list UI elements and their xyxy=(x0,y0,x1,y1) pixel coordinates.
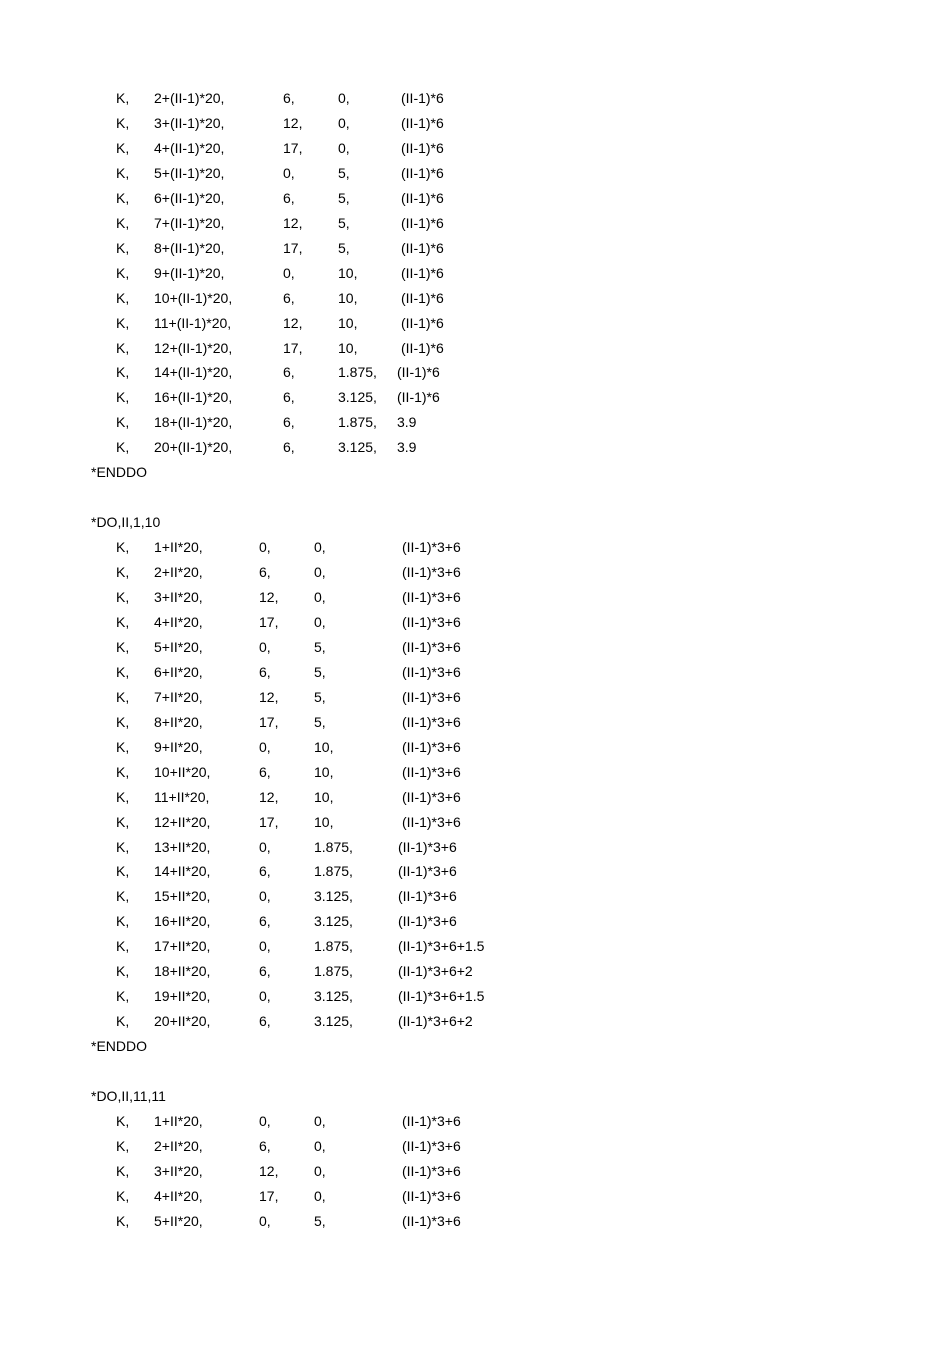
y-coordinate: 3.125, xyxy=(314,913,353,930)
x-coordinate: 0, xyxy=(259,1212,271,1229)
keypoint-number: 12+(II-1)*20, xyxy=(154,339,233,356)
keypoint-command: K, xyxy=(116,439,130,456)
x-coordinate: 6, xyxy=(259,913,271,930)
y-coordinate: 3.125, xyxy=(314,988,353,1005)
x-coordinate: 17, xyxy=(259,1187,279,1204)
keypoint-command: K, xyxy=(116,938,130,955)
y-coordinate: 1.875, xyxy=(314,863,353,880)
keypoint-command: K, xyxy=(116,214,130,231)
x-coordinate: 17, xyxy=(259,813,279,830)
y-coordinate: 10, xyxy=(338,339,358,356)
z-coordinate: (II-1)*6 xyxy=(401,115,444,131)
x-coordinate: 12, xyxy=(283,314,303,331)
z-coordinate: (II-1)*3+6 xyxy=(402,663,461,680)
x-coordinate: 6, xyxy=(259,564,271,580)
z-coordinate: (II-1)*3+6 xyxy=(398,863,457,880)
z-coordinate: (II-1)*3+6 xyxy=(402,738,461,755)
y-coordinate: 0, xyxy=(314,613,326,630)
z-coordinate: (II-1)*6 xyxy=(401,189,444,206)
keypoint-command: K, xyxy=(116,1137,130,1154)
y-coordinate: 1.875, xyxy=(314,838,353,855)
do-loop-header-text: *DO,II,11,11 xyxy=(91,1088,166,1104)
z-coordinate: (II-1)*3+6+1.5 xyxy=(398,938,485,955)
keypoint-command: K, xyxy=(116,339,130,356)
keypoint-command: K, xyxy=(116,1187,130,1204)
y-coordinate: 5, xyxy=(314,688,326,705)
z-coordinate: (II-1)*3+6+2 xyxy=(398,963,473,980)
z-coordinate: (II-1)*3+6 xyxy=(402,564,461,580)
keypoint-number: 7+II*20, xyxy=(154,688,203,705)
x-coordinate: 6, xyxy=(283,189,295,206)
z-coordinate: (II-1)*6 xyxy=(397,364,440,381)
keypoint-command: K, xyxy=(116,414,130,431)
keypoint-command: K, xyxy=(116,688,130,705)
x-coordinate: 6, xyxy=(259,963,271,980)
z-coordinate: (II-1)*3+6 xyxy=(402,1212,461,1229)
y-coordinate: 10, xyxy=(314,788,334,805)
keypoint-number: 18+(II-1)*20, xyxy=(154,414,233,431)
y-coordinate: 10, xyxy=(314,763,334,780)
x-coordinate: 6, xyxy=(283,389,295,406)
z-coordinate: (II-1)*6 xyxy=(401,264,444,281)
z-coordinate: (II-1)*3+6 xyxy=(402,589,461,605)
keypoint-number: 1+II*20, xyxy=(154,539,203,556)
y-coordinate: 10, xyxy=(338,264,358,281)
z-coordinate: (II-1)*3+6 xyxy=(402,539,461,556)
x-coordinate: 0, xyxy=(283,164,295,181)
keypoint-number: 3+II*20, xyxy=(154,589,203,605)
keypoint-number: 4+(II-1)*20, xyxy=(154,139,225,156)
y-coordinate: 0, xyxy=(338,115,350,131)
x-coordinate: 6, xyxy=(259,663,271,680)
y-coordinate: 5, xyxy=(314,713,326,730)
keypoint-command: K, xyxy=(116,1013,130,1030)
keypoint-command: K, xyxy=(116,264,130,281)
do-loop-header-text: *DO,II,1,10 xyxy=(91,514,161,531)
keypoint-number: 16+(II-1)*20, xyxy=(154,389,233,406)
keypoint-number: 2+II*20, xyxy=(154,564,203,580)
y-coordinate: 5, xyxy=(338,214,350,231)
keypoint-command: K, xyxy=(116,663,130,680)
keypoint-command: K, xyxy=(116,189,130,206)
z-coordinate: (II-1)*6 xyxy=(401,239,444,256)
z-coordinate: 3.9 xyxy=(397,439,417,456)
y-coordinate: 5, xyxy=(314,638,326,655)
keypoint-number: 5+II*20, xyxy=(154,1212,203,1229)
keypoint-number: 3+II*20, xyxy=(154,1162,203,1179)
keypoint-command: K, xyxy=(116,90,130,106)
keypoint-number: 1+II*20, xyxy=(154,1112,203,1129)
keypoint-command: K, xyxy=(116,963,130,980)
x-coordinate: 17, xyxy=(259,613,279,630)
keypoint-number: 4+II*20, xyxy=(154,613,203,630)
keypoint-number: 18+II*20, xyxy=(154,963,211,980)
y-coordinate: 0, xyxy=(314,589,326,605)
z-coordinate: (II-1)*6 xyxy=(401,289,444,306)
x-coordinate: 17, xyxy=(283,339,303,356)
z-coordinate: (II-1)*6 xyxy=(401,90,444,106)
y-coordinate: 1.875, xyxy=(338,364,377,381)
keypoint-command: K, xyxy=(116,164,130,181)
keypoint-command: K, xyxy=(116,364,130,381)
z-coordinate: (II-1)*3+6 xyxy=(398,888,457,905)
keypoint-command: K, xyxy=(116,763,130,780)
keypoint-command: K, xyxy=(116,738,130,755)
keypoint-number: 9+(II-1)*20, xyxy=(154,264,225,281)
z-coordinate: (II-1)*3+6 xyxy=(402,638,461,655)
x-coordinate: 6, xyxy=(259,1013,271,1030)
keypoint-command: K, xyxy=(116,139,130,156)
z-coordinate: (II-1)*3+6 xyxy=(402,1162,461,1179)
z-coordinate: (II-1)*3+6 xyxy=(398,838,457,855)
x-coordinate: 6, xyxy=(259,1137,271,1154)
keypoint-number: 10+(II-1)*20, xyxy=(154,289,233,306)
keypoint-command: K, xyxy=(116,713,130,730)
keypoint-number: 14+II*20, xyxy=(154,863,211,880)
enddo-line-text: *ENDDO xyxy=(91,1038,148,1055)
keypoint-command: K, xyxy=(116,289,130,306)
keypoint-number: 9+II*20, xyxy=(154,738,203,755)
x-coordinate: 6, xyxy=(283,364,295,381)
z-coordinate: (II-1)*6 xyxy=(401,314,444,331)
keypoint-number: 5+II*20, xyxy=(154,638,203,655)
y-coordinate: 1.875, xyxy=(314,963,353,980)
x-coordinate: 12, xyxy=(259,788,279,805)
z-coordinate: (II-1)*3+6 xyxy=(402,613,461,630)
x-coordinate: 0, xyxy=(259,1112,271,1129)
y-coordinate: 10, xyxy=(338,289,358,306)
x-coordinate: 0, xyxy=(259,539,271,556)
z-coordinate: (II-1)*6 xyxy=(401,139,444,156)
y-coordinate: 1.875, xyxy=(338,414,377,431)
z-coordinate: (II-1)*3+6 xyxy=(402,713,461,730)
keypoint-number: 5+(II-1)*20, xyxy=(154,164,225,181)
x-coordinate: 0, xyxy=(259,638,271,655)
enddo-line-text: *ENDDO xyxy=(91,464,148,481)
z-coordinate: (II-1)*6 xyxy=(401,214,444,231)
keypoint-command: K, xyxy=(116,115,130,131)
z-coordinate: (II-1)*3+6 xyxy=(402,813,461,830)
z-coordinate: (II-1)*3+6 xyxy=(402,788,461,805)
y-coordinate: 5, xyxy=(338,189,350,206)
keypoint-number: 16+II*20, xyxy=(154,913,211,930)
keypoint-number: 6+(II-1)*20, xyxy=(154,189,225,206)
x-coordinate: 12, xyxy=(283,115,303,131)
keypoint-command: K, xyxy=(116,1112,130,1129)
x-coordinate: 0, xyxy=(283,264,295,281)
y-coordinate: 0, xyxy=(338,139,350,156)
keypoint-command: K, xyxy=(116,1212,130,1229)
y-coordinate: 5, xyxy=(314,663,326,680)
x-coordinate: 0, xyxy=(259,738,271,755)
y-coordinate: 10, xyxy=(338,314,358,331)
y-coordinate: 3.125, xyxy=(314,1013,353,1030)
y-coordinate: 0, xyxy=(314,1162,326,1179)
keypoint-number: 20+II*20, xyxy=(154,1013,211,1030)
keypoint-number: 8+II*20, xyxy=(154,713,203,730)
keypoint-command: K, xyxy=(116,564,130,580)
keypoint-number: 14+(II-1)*20, xyxy=(154,364,233,381)
keypoint-number: 2+(II-1)*20, xyxy=(154,90,225,106)
x-coordinate: 12, xyxy=(259,1162,279,1179)
keypoint-number: 19+II*20, xyxy=(154,988,211,1005)
keypoint-command: K, xyxy=(116,988,130,1005)
keypoint-number: 12+II*20, xyxy=(154,813,211,830)
z-coordinate: (II-1)*6 xyxy=(401,339,444,356)
y-coordinate: 5, xyxy=(338,239,350,256)
y-coordinate: 0, xyxy=(314,539,326,556)
x-coordinate: 6, xyxy=(259,863,271,880)
keypoint-command: K, xyxy=(116,314,130,331)
z-coordinate: (II-1)*3+6 xyxy=(402,763,461,780)
y-coordinate: 10, xyxy=(314,738,334,755)
keypoint-command: K, xyxy=(116,888,130,905)
y-coordinate: 5, xyxy=(338,164,350,181)
z-coordinate: (II-1)*3+6+2 xyxy=(398,1013,473,1030)
y-coordinate: 0, xyxy=(314,1137,326,1154)
keypoint-number: 11+II*20, xyxy=(154,788,210,805)
y-coordinate: 0, xyxy=(314,1112,326,1129)
x-coordinate: 6, xyxy=(283,289,295,306)
keypoint-command: K, xyxy=(116,863,130,880)
x-coordinate: 6, xyxy=(283,90,295,106)
x-coordinate: 12, xyxy=(259,688,279,705)
z-coordinate: (II-1)*3+6 xyxy=(402,1137,461,1154)
x-coordinate: 17, xyxy=(283,239,303,256)
keypoint-number: 2+II*20, xyxy=(154,1137,203,1154)
keypoint-command: K, xyxy=(116,813,130,830)
keypoint-number: 11+(II-1)*20, xyxy=(154,314,232,331)
x-coordinate: 12, xyxy=(283,214,303,231)
x-coordinate: 6, xyxy=(259,763,271,780)
z-coordinate: (II-1)*3+6 xyxy=(402,1187,461,1204)
keypoint-command: K, xyxy=(116,1162,130,1179)
z-coordinate: (II-1)*6 xyxy=(397,389,440,406)
x-coordinate: 6, xyxy=(283,414,295,431)
x-coordinate: 0, xyxy=(259,888,271,905)
keypoint-number: 20+(II-1)*20, xyxy=(154,439,233,456)
x-coordinate: 0, xyxy=(259,988,271,1005)
keypoint-number: 8+(II-1)*20, xyxy=(154,239,225,256)
x-coordinate: 6, xyxy=(283,439,295,456)
y-coordinate: 0, xyxy=(314,1187,326,1204)
y-coordinate: 1.875, xyxy=(314,938,353,955)
keypoint-number: 10+II*20, xyxy=(154,763,211,780)
keypoint-number: 13+II*20, xyxy=(154,838,211,855)
keypoint-number: 17+II*20, xyxy=(154,938,211,955)
keypoint-command: K, xyxy=(116,389,130,406)
keypoint-command: K, xyxy=(116,913,130,930)
z-coordinate: 3.9 xyxy=(397,414,417,431)
keypoint-number: 7+(II-1)*20, xyxy=(154,214,225,231)
keypoint-command: K, xyxy=(116,638,130,655)
y-coordinate: 0, xyxy=(338,90,350,106)
y-coordinate: 0, xyxy=(314,564,326,580)
keypoint-number: 15+II*20, xyxy=(154,888,211,905)
z-coordinate: (II-1)*3+6 xyxy=(398,913,457,930)
keypoint-command: K, xyxy=(116,239,130,256)
z-coordinate: (II-1)*3+6 xyxy=(402,688,461,705)
z-coordinate: (II-1)*3+6 xyxy=(402,1112,461,1129)
y-coordinate: 3.125, xyxy=(314,888,353,905)
keypoint-number: 6+II*20, xyxy=(154,663,203,680)
x-coordinate: 17, xyxy=(283,139,303,156)
x-coordinate: 0, xyxy=(259,838,271,855)
z-coordinate: (II-1)*3+6+1.5 xyxy=(398,988,485,1005)
keypoint-command: K, xyxy=(116,838,130,855)
keypoint-command: K, xyxy=(116,613,130,630)
keypoint-command: K, xyxy=(116,589,130,605)
y-coordinate: 3.125, xyxy=(338,389,377,406)
y-coordinate: 3.125, xyxy=(338,439,377,456)
keypoint-command: K, xyxy=(116,539,130,556)
keypoint-command: K, xyxy=(116,788,130,805)
x-coordinate: 12, xyxy=(259,589,279,605)
keypoint-number: 4+II*20, xyxy=(154,1187,203,1204)
keypoint-number: 3+(II-1)*20, xyxy=(154,115,225,131)
z-coordinate: (II-1)*6 xyxy=(401,164,444,181)
y-coordinate: 5, xyxy=(314,1212,326,1229)
y-coordinate: 10, xyxy=(314,813,334,830)
x-coordinate: 17, xyxy=(259,713,279,730)
x-coordinate: 0, xyxy=(259,938,271,955)
